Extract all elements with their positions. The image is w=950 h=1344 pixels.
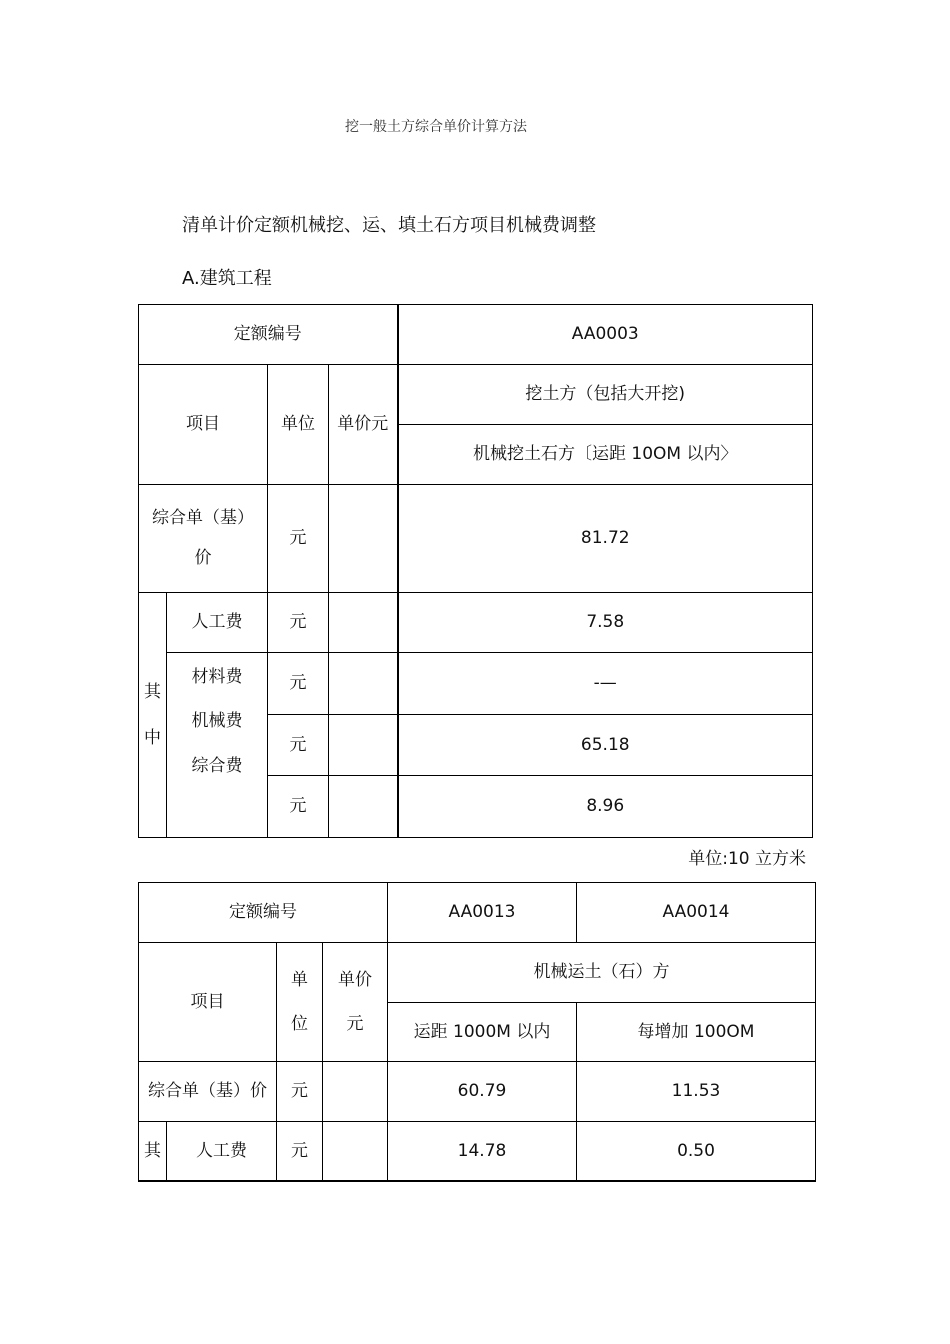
description-cell: 挖土方（包括大开挖): [398, 365, 813, 425]
code-label-cell: 定额编号: [139, 883, 388, 943]
unit-note: 单位:10 立方米: [688, 849, 806, 869]
group-label-char2: 中: [144, 728, 161, 748]
row-unit-cell: 元: [277, 1122, 323, 1181]
section-heading: 清单计价定额机械挖、运、填土石方项目机械费调整: [182, 215, 596, 236]
row-unit-cell: 元: [268, 776, 329, 838]
price-label-line1: 单价: [338, 970, 372, 991]
quota-table-aa0003: [138, 304, 813, 838]
unit-label-char1: 单: [291, 970, 308, 991]
row-value-cell-b: 0.50: [577, 1122, 816, 1181]
price-label-line2: 元: [346, 1013, 364, 1034]
description-detail-cell: 机械挖土石方〔运距 10OM 以内〉: [398, 425, 813, 485]
code-cell: AA0003: [398, 305, 813, 365]
total-label-line2: 价: [194, 548, 212, 569]
group-label-cell: 其: [139, 1122, 167, 1181]
row-value-cell: -—: [398, 653, 813, 715]
total-value-cell: 81.72: [398, 485, 813, 593]
unit-label-cell: [277, 943, 323, 1062]
row-value-cell-a: 14.78: [388, 1122, 577, 1181]
quota-table-aa0013-aa0014: [138, 882, 816, 1182]
total-value-cell-a: 60.79: [388, 1062, 577, 1122]
code-cell-b: AA0014: [577, 883, 816, 943]
description-header-cell: 机械运土（石）方: [388, 943, 816, 1003]
item-label-cell: 项目: [139, 365, 268, 485]
total-label-line1: 综合单（基）: [152, 508, 254, 529]
group-label-char1: 其: [144, 681, 161, 702]
row-name-cell: 人工费: [167, 593, 268, 653]
total-unit-cell: 元: [268, 485, 329, 593]
price-label-cell: 单价元: [329, 365, 398, 485]
row-name-cell: 人工费: [167, 1122, 277, 1181]
item-label-cell: 项目: [139, 943, 277, 1062]
row-price-cell: [323, 1122, 388, 1181]
description-cell-a: 运距 1000M 以内: [388, 1003, 577, 1062]
price-label-cell: [323, 943, 388, 1062]
row-unit-cell: 元: [268, 653, 329, 715]
code-cell-a: AA0013: [388, 883, 577, 943]
row-unit-cell: 元: [268, 714, 329, 776]
group-label-cell: [139, 593, 167, 838]
total-label-cell: 综合单（基）价: [139, 1062, 277, 1122]
total-unit-cell: 元: [277, 1062, 323, 1122]
row-name-composite: 综合费: [191, 755, 243, 776]
row-price-cell: [329, 776, 398, 838]
row-name-material: 材料费: [191, 667, 243, 687]
document-title: 挖一般土方综合单价计算方法: [345, 119, 527, 135]
row-name-machine: 机械费: [191, 711, 243, 732]
total-value-cell-b: 11.53: [577, 1062, 816, 1122]
unit-label-char2: 位: [291, 1013, 308, 1034]
description-cell-b: 每增加 100OM: [577, 1003, 816, 1062]
row-names-stack-cell: [167, 653, 268, 838]
total-label-cell: [139, 485, 268, 593]
unit-label-cell: 单位: [268, 365, 329, 485]
subsection-heading: A.建筑工程: [182, 268, 272, 289]
row-price-cell: [329, 593, 398, 653]
row-value-cell: 65.18: [398, 714, 813, 776]
total-price-cell: [323, 1062, 388, 1122]
row-price-cell: [329, 714, 398, 776]
row-value-cell: 8.96: [398, 776, 813, 838]
row-value-cell: 7.58: [398, 593, 813, 653]
row-unit-cell: 元: [268, 593, 329, 653]
code-label-cell: 定额编号: [139, 305, 398, 365]
total-price-cell: [329, 485, 398, 593]
row-price-cell: [329, 653, 398, 715]
